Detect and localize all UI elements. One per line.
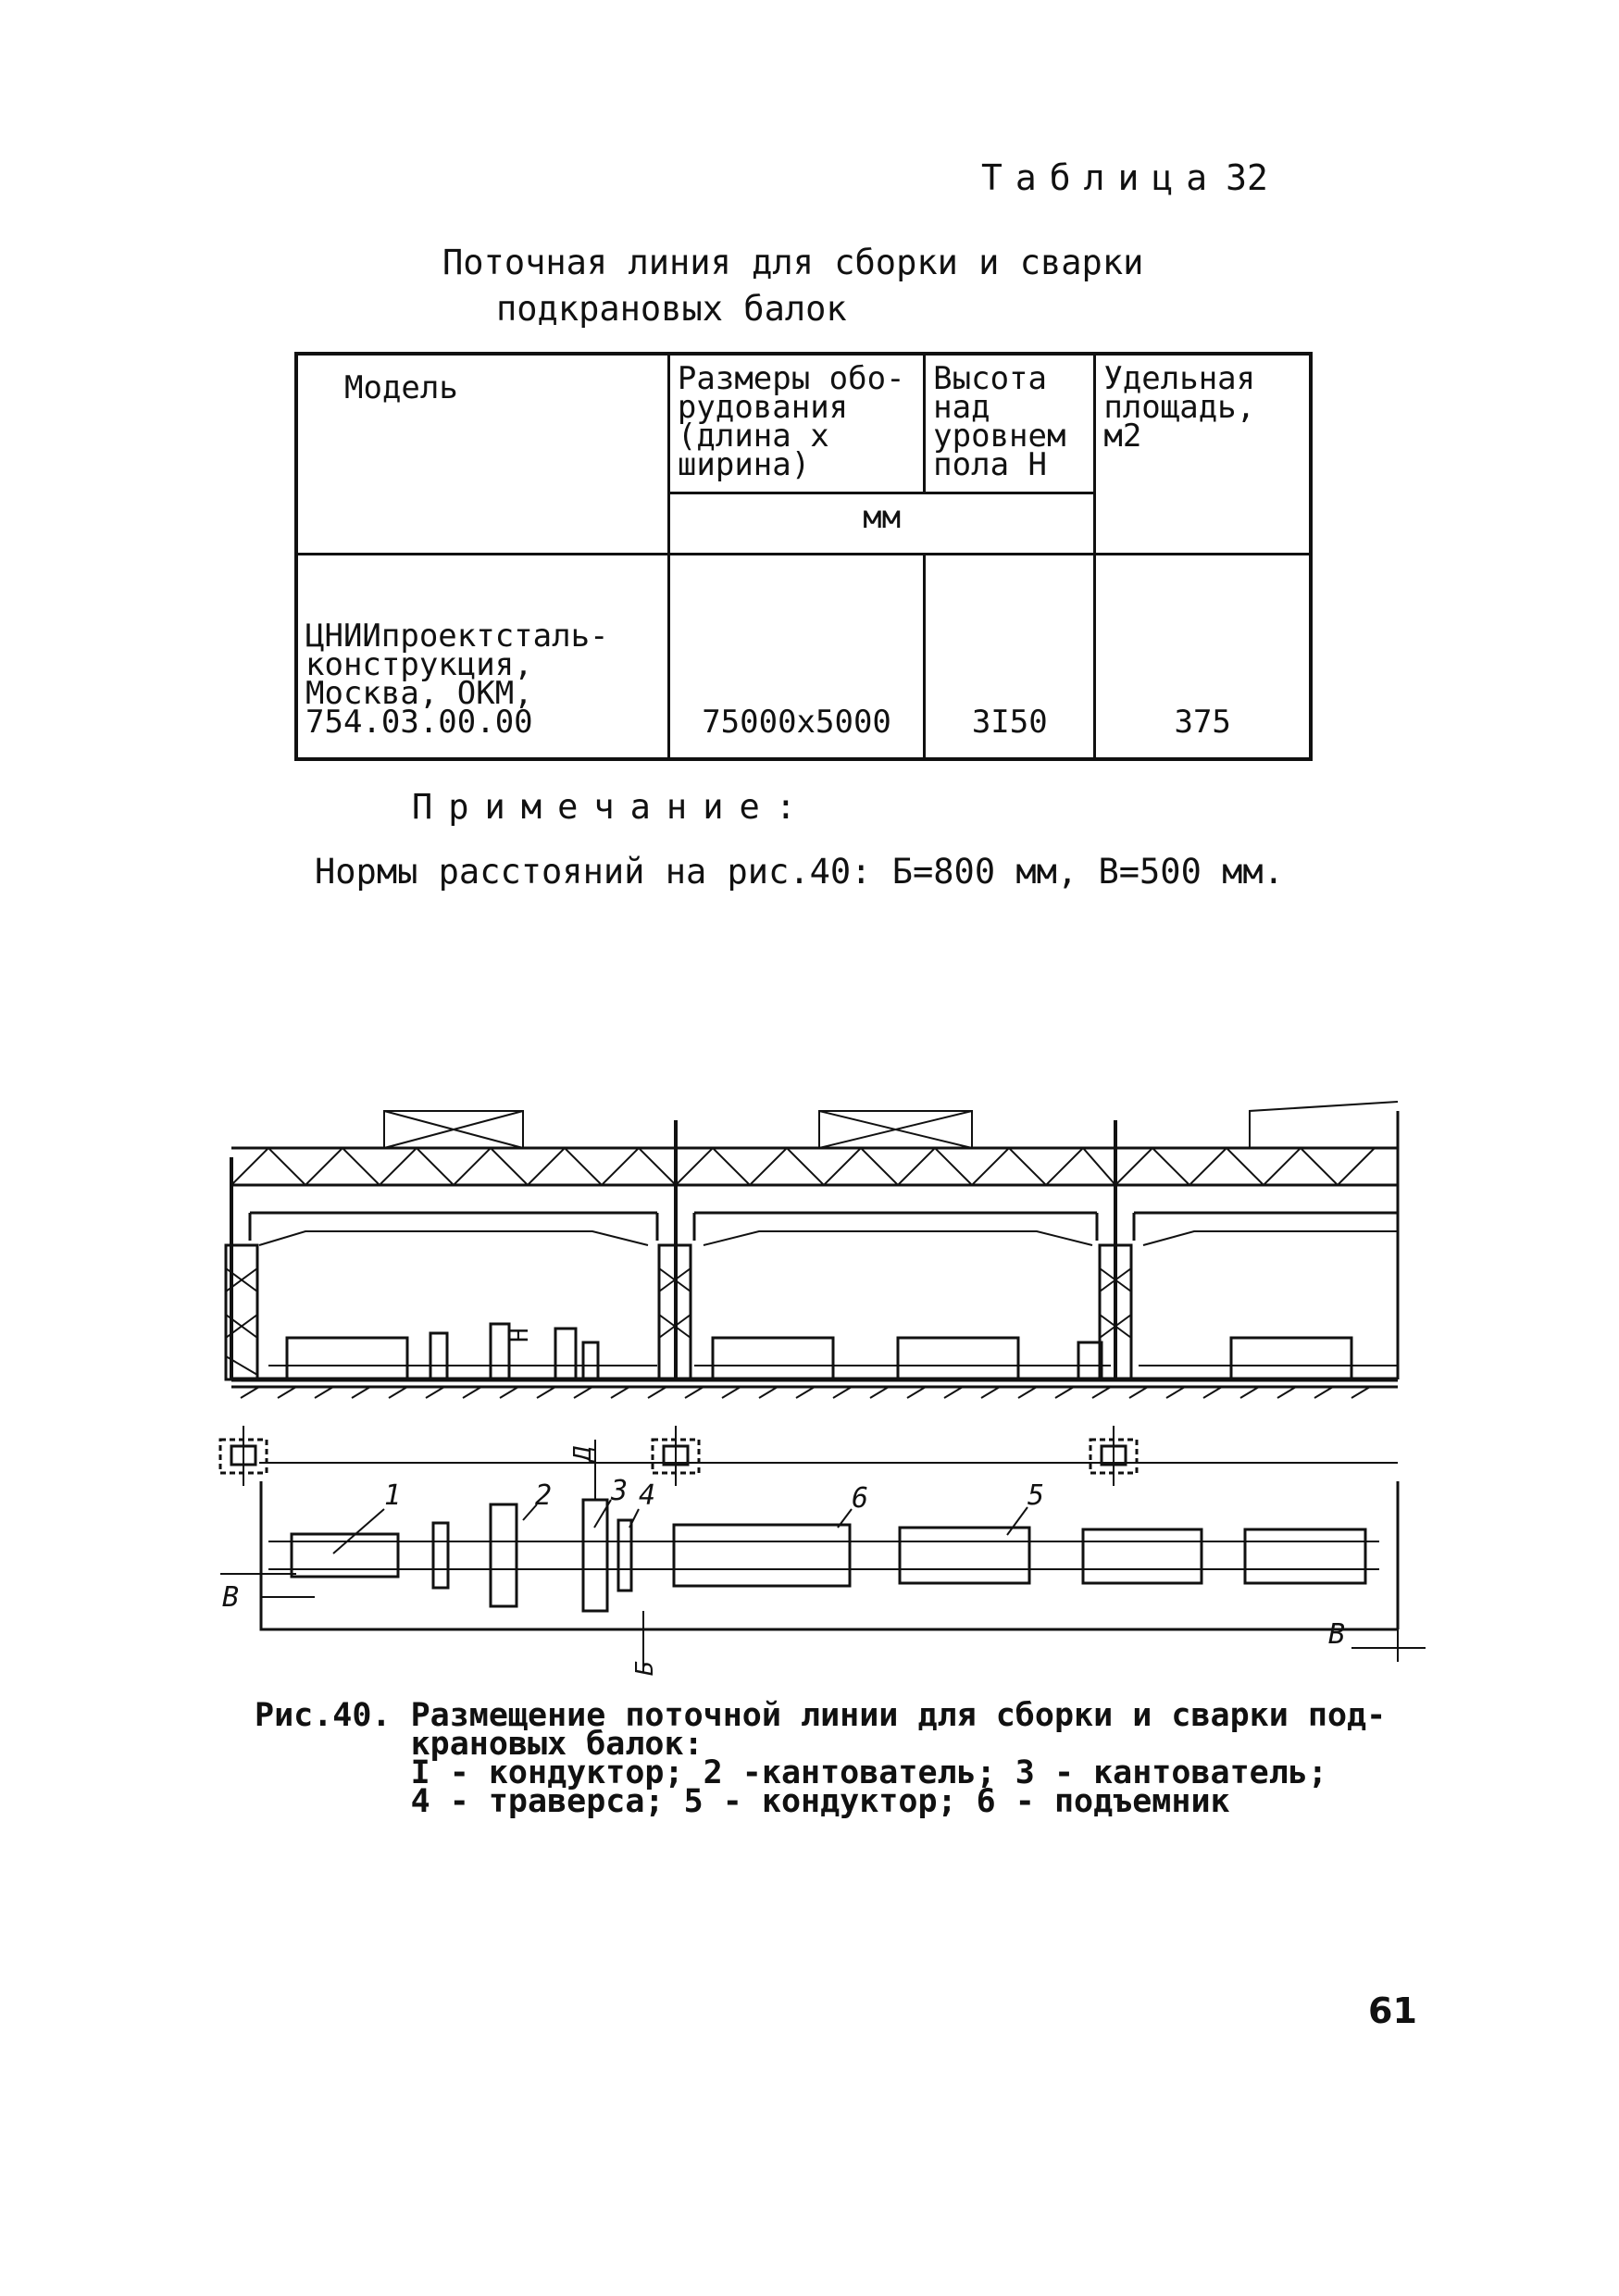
cell-model: ЦНИИпроектсталь-конструкция, Москва, ОКМ, 754.03.00.00 (296, 554, 668, 759)
label-2: 2 (535, 1479, 553, 1512)
header-height: Высота над уровнем пола Н (925, 354, 1095, 493)
label-6: 6 (852, 1482, 869, 1515)
header-model (296, 354, 668, 554)
table-title-line2: подкрановых балок (496, 289, 847, 329)
plan-view (220, 1426, 1426, 1676)
table-label (981, 157, 1268, 198)
dim-b-left: В (222, 1581, 240, 1614)
label-1: 1 (384, 1479, 402, 1512)
cell-height: 3I50 (925, 554, 1095, 759)
note-text: Нормы расстояний на рис.40: Б=800 мм, В=500 мм. (315, 852, 1284, 892)
building-section (226, 1102, 1398, 1398)
header-model-text: Модель (344, 369, 458, 406)
cell-size: 75000х5000 (668, 554, 924, 759)
table-title-line1: Поточная линия для сборки и сварки (442, 243, 1144, 282)
note-heading: Примечание: (412, 787, 813, 827)
table-number: 32 (1226, 157, 1268, 198)
label-3: 3 (611, 1475, 629, 1507)
header-area: Удельная площадь, м2 (1095, 354, 1311, 554)
label-5: 5 (1027, 1479, 1045, 1512)
header-size: Размеры обо-рудования (длина х ширина) (668, 354, 924, 493)
dim-bb: Б (631, 1661, 659, 1676)
dim-d: Д (569, 1446, 597, 1461)
caption-line3: I - кондуктор; 2 -кантователь; 3 - кантователь; (255, 1754, 1327, 1791)
label-4: 4 (639, 1479, 656, 1512)
cell-area: 375 (1095, 554, 1311, 759)
figure-40-drawing (204, 1092, 1444, 1685)
table-word: Таблица (981, 157, 1221, 198)
page-number: 61 (1368, 1990, 1417, 2031)
caption-line2: крановых балок: (255, 1726, 704, 1763)
spec-table (294, 352, 1313, 761)
header-units: мм (668, 493, 1094, 554)
caption-line1: Рис.40. Размещение поточной линии для сборки и сварки под- (255, 1697, 1387, 1734)
caption-line4: 4 - траверса; 5 - кондуктор; 6 - подъемник (255, 1783, 1230, 1820)
dim-b-right: В (1328, 1618, 1346, 1651)
dim-h: H (506, 1328, 534, 1342)
figure-caption (255, 1697, 1387, 1820)
